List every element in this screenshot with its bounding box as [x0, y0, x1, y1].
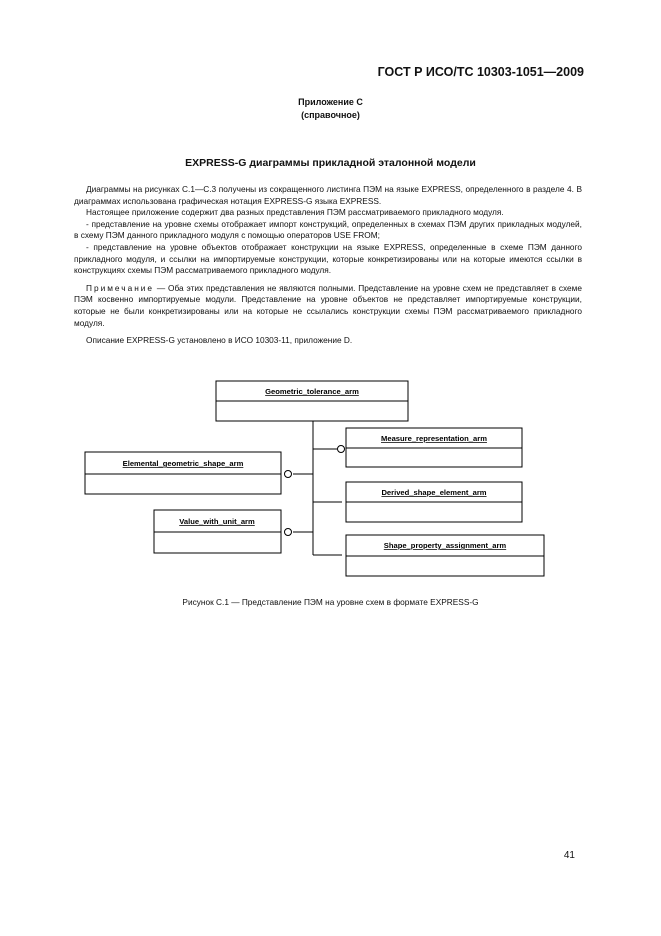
page-number: 41	[563, 850, 575, 861]
use-from-marker	[285, 471, 292, 478]
paragraph: Настоящее приложение содержит два разных представления ПЭМ рассматриваемого прикладного модуля.	[86, 207, 504, 218]
schema-label-right: Derived_shape_element_arm	[381, 488, 487, 497]
schema-label-right: Shape_property_assignment_arm	[383, 541, 507, 550]
section-title: EXPRESS-G диаграммы прикладной эталонной модели	[185, 157, 476, 169]
use-from-marker	[285, 529, 292, 536]
note-label: Примечание	[86, 282, 155, 293]
figure-caption: Рисунок С.1 — Представление ПЭМ на уровне схем в формате EXPRESS-G	[182, 597, 479, 607]
reference-paragraph: Описание EXPRESS-G установлено в ИСО 10303-11, приложение D.	[86, 335, 353, 346]
annex-title: Приложение С	[298, 97, 363, 107]
document-id: ГОСТ Р ИСО/ТС 10303-1051—2009	[377, 65, 584, 79]
paragraph: Диаграммы на рисунках С.1—С.3 получены из сокращенного листинга ПЭМ на языке EXPRESS, определенного в разделе 4. В диаграммах использована графическая нотация EXPRESS-G языка EXPRESS.	[74, 184, 582, 206]
use-from-marker	[338, 446, 345, 453]
schema-label-main: Geometric_tolerance_arm	[265, 387, 359, 396]
paragraph: - представление на уровне объектов отображает конструкции на языке EXPRESS, определенные в схеме ПЭМ данного прикладного модуля, и ссылки на импортируемые конструкции, которые конкретизированы или на которые имеются ссылки в конструкциях схемы ПЭМ рассматриваемого прикладного модуля.	[74, 241, 582, 276]
schema-label-left: Elemental_geometric_shape_arm	[122, 459, 244, 468]
schema-label-right: Measure_representation_arm	[381, 434, 487, 443]
annex-subtitle: (справочное)	[301, 110, 360, 120]
schema-label-left: Value_with_unit_arm	[179, 517, 255, 526]
paragraph: - представление на уровне схемы отображает импорт конструкций, определенных в схемах ПЭМ других прикладных модулей, в схему ПЭМ данного прикладного модуля с помощью операторов USE FROM;	[74, 218, 582, 241]
note-text: — Оба этих представления не являются полными. Представление на уровне схем не представляет в схеме ПЭМ косвенно импортируемые модули. Представление на уровне объектов не представляет импортируемые конструкции, которые не были конкретизированы или на которые не ссылались конструкции схемы ПЭМ рассматриваемого прикладного модуля.	[74, 282, 582, 328]
